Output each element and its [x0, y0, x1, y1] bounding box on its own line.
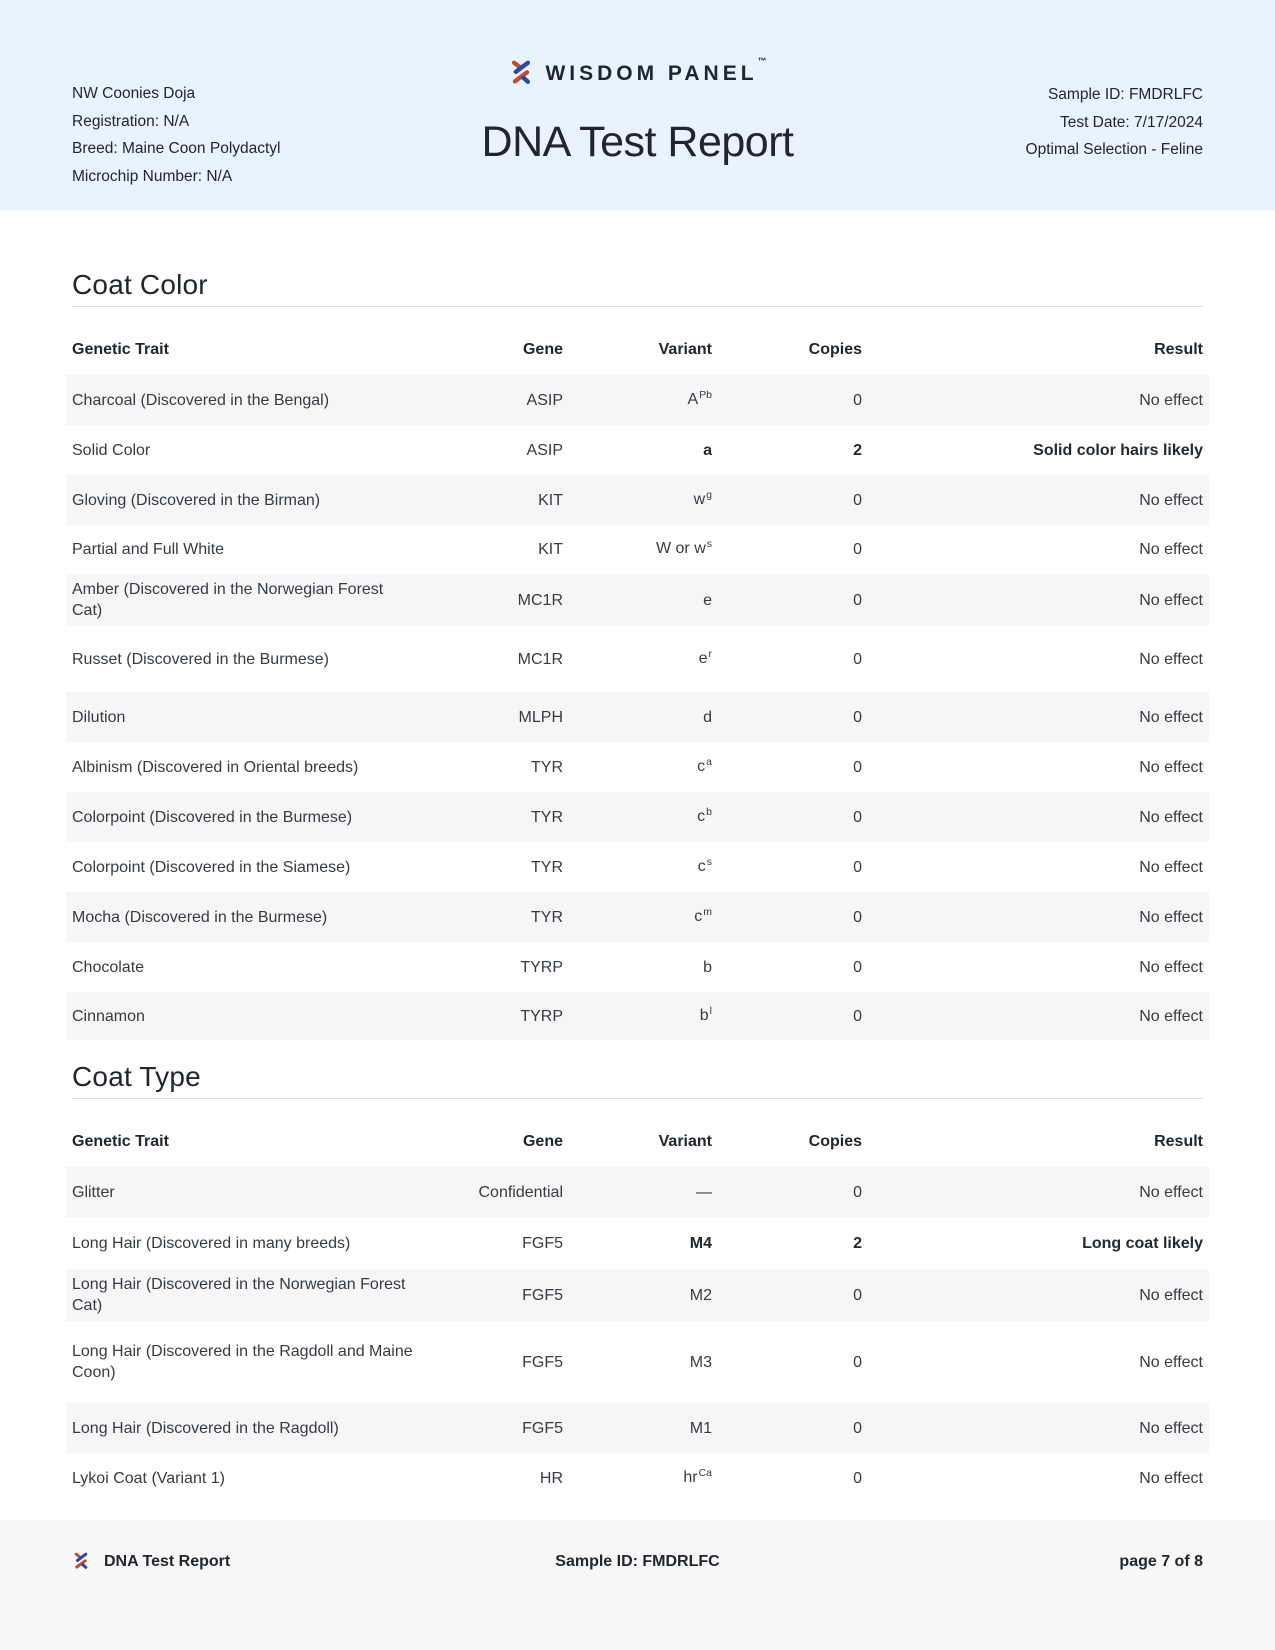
- cell-result: No effect: [1139, 391, 1203, 409]
- variant-superscript: Ca: [698, 1466, 712, 1479]
- table-row: [66, 1167, 1209, 1217]
- cell-result: No effect: [1139, 808, 1203, 826]
- cell-gene: TYR: [531, 758, 563, 776]
- cell-gene: TYR: [531, 908, 563, 926]
- cell-variant: $A^{Pb}$: [687, 388, 712, 408]
- cell-copies: 2: [853, 1234, 862, 1252]
- column-header-variant: Variant: [658, 1133, 712, 1150]
- cell-genetic-trait: Lykoi Coat (Variant 1): [72, 1469, 225, 1487]
- cell-result: No effect: [1139, 858, 1203, 876]
- table-header-row: [72, 325, 1203, 375]
- cell-result: Long coat likely: [1082, 1234, 1203, 1252]
- table-row: [66, 892, 1209, 942]
- cell-gene: ASIP: [526, 441, 563, 459]
- section-coat-color: [72, 210, 1203, 1040]
- cell-genetic-trait: Long Hair (Discovered in the Norwegian Forest Cat): [72, 1276, 406, 1314]
- cell-variant: a: [703, 441, 712, 459]
- table-row: [66, 1321, 1209, 1403]
- cell-gene: TYRP: [520, 958, 563, 976]
- column-header-result: Result: [1154, 1133, 1203, 1150]
- cell-gene: KIT: [538, 541, 563, 558]
- pet-microchip: Microchip Number: N/A: [72, 167, 233, 185]
- variant-superscript: a: [706, 755, 712, 768]
- column-header-copies: Copies: [808, 1133, 862, 1150]
- product-name: Optimal Selection - Feline: [1025, 141, 1203, 158]
- cell-variant: $c^s$: [697, 855, 712, 875]
- cell-genetic-trait: Gloving (Discovered in the Birman): [72, 491, 321, 509]
- cell-result: No effect: [1139, 958, 1203, 976]
- footer-doc-title: DNA Test Report: [104, 1553, 231, 1570]
- variant-superscript: l: [709, 1004, 712, 1017]
- cell-copies: 0: [853, 491, 862, 509]
- pet-registration: Registration: N/A: [72, 112, 190, 130]
- column-header-result: Result: [1154, 341, 1203, 358]
- cell-result: No effect: [1139, 758, 1203, 776]
- cell-result: Solid color hairs likely: [1033, 441, 1203, 459]
- table-row: [66, 792, 1209, 842]
- cell-copies: 0: [853, 758, 862, 776]
- cell-copies: 0: [853, 1353, 862, 1371]
- column-header-gene: Gene: [522, 1133, 563, 1150]
- cell-variant: $e^r$: [698, 647, 712, 667]
- cell-gene: Confidential: [478, 1183, 563, 1201]
- brand-name: WISDOM PANEL™: [545, 56, 767, 85]
- table-header-row: [72, 1117, 1203, 1167]
- cell-gene: KIT: [538, 491, 563, 509]
- cell-variant: W or $w^s$: [655, 538, 712, 557]
- variant-superscript: b: [706, 805, 712, 818]
- column-header-variant: Variant: [658, 341, 712, 358]
- table-row: [66, 692, 1209, 742]
- column-header-gene: Gene: [522, 341, 563, 358]
- cell-genetic-trait: Albinism (Discovered in Oriental breeds): [72, 758, 359, 776]
- cell-result: No effect: [1139, 908, 1203, 926]
- cell-result: No effect: [1139, 591, 1203, 609]
- cell-gene: FGF5: [522, 1419, 563, 1437]
- column-header-copies: Copies: [808, 341, 862, 358]
- cell-genetic-trait: Solid Color: [72, 441, 151, 459]
- cell-result: No effect: [1139, 541, 1203, 558]
- variant-superscript: m: [703, 905, 712, 918]
- table-row: [66, 1453, 1209, 1503]
- table-row: [66, 525, 1209, 574]
- table-row: [66, 375, 1209, 425]
- cell-copies: 0: [853, 708, 862, 726]
- cell-variant: M4: [689, 1234, 712, 1252]
- cell-copies: 0: [853, 1183, 862, 1201]
- cell-genetic-trait: Amber (Discovered in the Norwegian Forest Cat): [72, 581, 384, 619]
- cell-gene: TYR: [531, 858, 563, 876]
- cell-gene: FGF5: [522, 1353, 563, 1371]
- cell-copies: 0: [853, 541, 862, 558]
- cell-genetic-trait: Partial and Full White: [72, 541, 225, 558]
- cell-genetic-trait: Glitter: [72, 1183, 115, 1201]
- cell-copies: 0: [853, 391, 862, 409]
- cell-genetic-trait: Russet (Discovered in the Burmese): [72, 650, 329, 668]
- cell-variant: $b^l$: [699, 1004, 712, 1024]
- section-heading: Coat Type: [72, 1061, 201, 1092]
- cell-variant: $hr^{Ca}$: [683, 1466, 712, 1486]
- cell-copies: 0: [853, 1419, 862, 1437]
- sample-info: [1026, 81, 1203, 164]
- cell-result: No effect: [1139, 1353, 1203, 1371]
- cell-copies: 0: [853, 808, 862, 826]
- sample-id: Sample ID: FMDRLFC: [1047, 86, 1203, 103]
- cell-variant: $c^b$: [697, 805, 712, 825]
- variant-superscript: r: [708, 647, 712, 660]
- report-body: [72, 210, 1203, 1503]
- cell-gene: TYR: [531, 808, 563, 826]
- cell-genetic-trait: Colorpoint (Discovered in the Burmese): [72, 808, 353, 826]
- cell-copies: 0: [853, 858, 862, 876]
- table-row: [66, 1269, 1209, 1321]
- cell-copies: 0: [853, 1286, 862, 1304]
- test-date: Test Date: 7/17/2024: [1059, 113, 1203, 131]
- variant-superscript: s: [706, 538, 712, 550]
- cell-result: No effect: [1139, 1183, 1203, 1201]
- cell-genetic-trait: Mocha (Discovered in the Burmese): [72, 908, 328, 926]
- footer-page-number: page 7 of 8: [1119, 1553, 1203, 1570]
- cell-gene: MC1R: [517, 650, 563, 668]
- cell-result: No effect: [1139, 1469, 1203, 1487]
- cell-result: No effect: [1139, 1286, 1203, 1304]
- cell-copies: 0: [853, 1469, 862, 1487]
- cell-gene: FGF5: [522, 1234, 563, 1252]
- table-row: [66, 574, 1209, 626]
- report-footer: [0, 1520, 1275, 1650]
- section-divider: [72, 306, 1203, 307]
- pet-breed: Breed: Maine Coon Polydactyl: [72, 140, 281, 157]
- report-header: [0, 0, 1275, 210]
- cell-copies: 0: [853, 908, 862, 926]
- table-row: [66, 1403, 1209, 1453]
- cell-genetic-trait: Dilution: [72, 708, 126, 726]
- cell-genetic-trait: Charcoal (Discovered in the Bengal): [72, 391, 330, 409]
- cell-genetic-trait: Chocolate: [72, 958, 145, 976]
- table-row: [66, 475, 1209, 525]
- coat-color-table: [72, 375, 1203, 1040]
- cell-variant: $c^a$: [697, 755, 712, 775]
- table-row: [66, 626, 1209, 692]
- cell-gene: FGF5: [522, 1286, 563, 1304]
- cell-gene: MC1R: [517, 591, 563, 609]
- footer-sample-id: Sample ID: FMDRLFC: [555, 1553, 720, 1570]
- table-row: [66, 742, 1209, 792]
- cell-gene: HR: [539, 1469, 563, 1487]
- cell-variant: M3: [689, 1353, 712, 1371]
- trademark-symbol: ™: [757, 56, 767, 66]
- cell-variant: $c^m$: [694, 905, 712, 925]
- cell-variant: b: [703, 958, 712, 976]
- cell-variant: e: [703, 591, 712, 609]
- column-header-genetic-trait: Genetic Trait: [72, 341, 169, 358]
- cell-genetic-trait: Long Hair (Discovered in many breeds): [72, 1234, 351, 1252]
- cell-variant: $w^g$: [693, 488, 712, 508]
- cell-copies: 0: [853, 958, 862, 976]
- cell-variant: M1: [689, 1419, 712, 1437]
- section-coat-type: [72, 1040, 1203, 1503]
- cell-gene: MLPH: [518, 708, 563, 726]
- cell-gene: ASIP: [526, 391, 563, 409]
- cell-result: No effect: [1139, 1007, 1203, 1025]
- pet-name: NW Coonies Doja: [72, 85, 196, 102]
- table-row: [66, 425, 1209, 475]
- column-header-genetic-trait: Genetic Trait: [72, 1133, 169, 1150]
- section-divider: [72, 1098, 1203, 1099]
- cell-genetic-trait: Long Hair (Discovered in the Ragdoll): [72, 1419, 339, 1437]
- cell-copies: 0: [853, 1007, 862, 1025]
- cell-genetic-trait: Cinnamon: [72, 1007, 145, 1025]
- variant-superscript: Pb: [699, 388, 712, 401]
- table-row: [66, 942, 1209, 992]
- cell-genetic-trait: Long Hair (Discovered in the Ragdoll and Maine Coon): [72, 1343, 413, 1381]
- page-title: DNA Test Report: [481, 118, 794, 166]
- cell-result: No effect: [1139, 491, 1203, 509]
- table-row: [66, 842, 1209, 892]
- cell-variant: —: [696, 1183, 712, 1201]
- cell-result: No effect: [1139, 1419, 1203, 1437]
- cell-copies: 0: [853, 650, 862, 668]
- table-row: [66, 1217, 1209, 1269]
- cell-result: No effect: [1139, 650, 1203, 668]
- variant-superscript: s: [706, 855, 712, 868]
- coat-type-table: [72, 1167, 1203, 1503]
- table-row: [66, 992, 1209, 1040]
- cell-copies: 0: [853, 591, 862, 609]
- section-heading: Coat Color: [72, 269, 208, 300]
- cell-variant: M2: [689, 1286, 712, 1304]
- cell-genetic-trait: Colorpoint (Discovered in the Siamese): [72, 858, 351, 876]
- variant-superscript: g: [706, 488, 712, 501]
- dna-helix-icon: [508, 58, 534, 90]
- cell-variant: d: [703, 708, 712, 726]
- cell-copies: 2: [853, 441, 862, 459]
- cell-result: No effect: [1139, 708, 1203, 726]
- cell-gene: TYRP: [520, 1007, 563, 1025]
